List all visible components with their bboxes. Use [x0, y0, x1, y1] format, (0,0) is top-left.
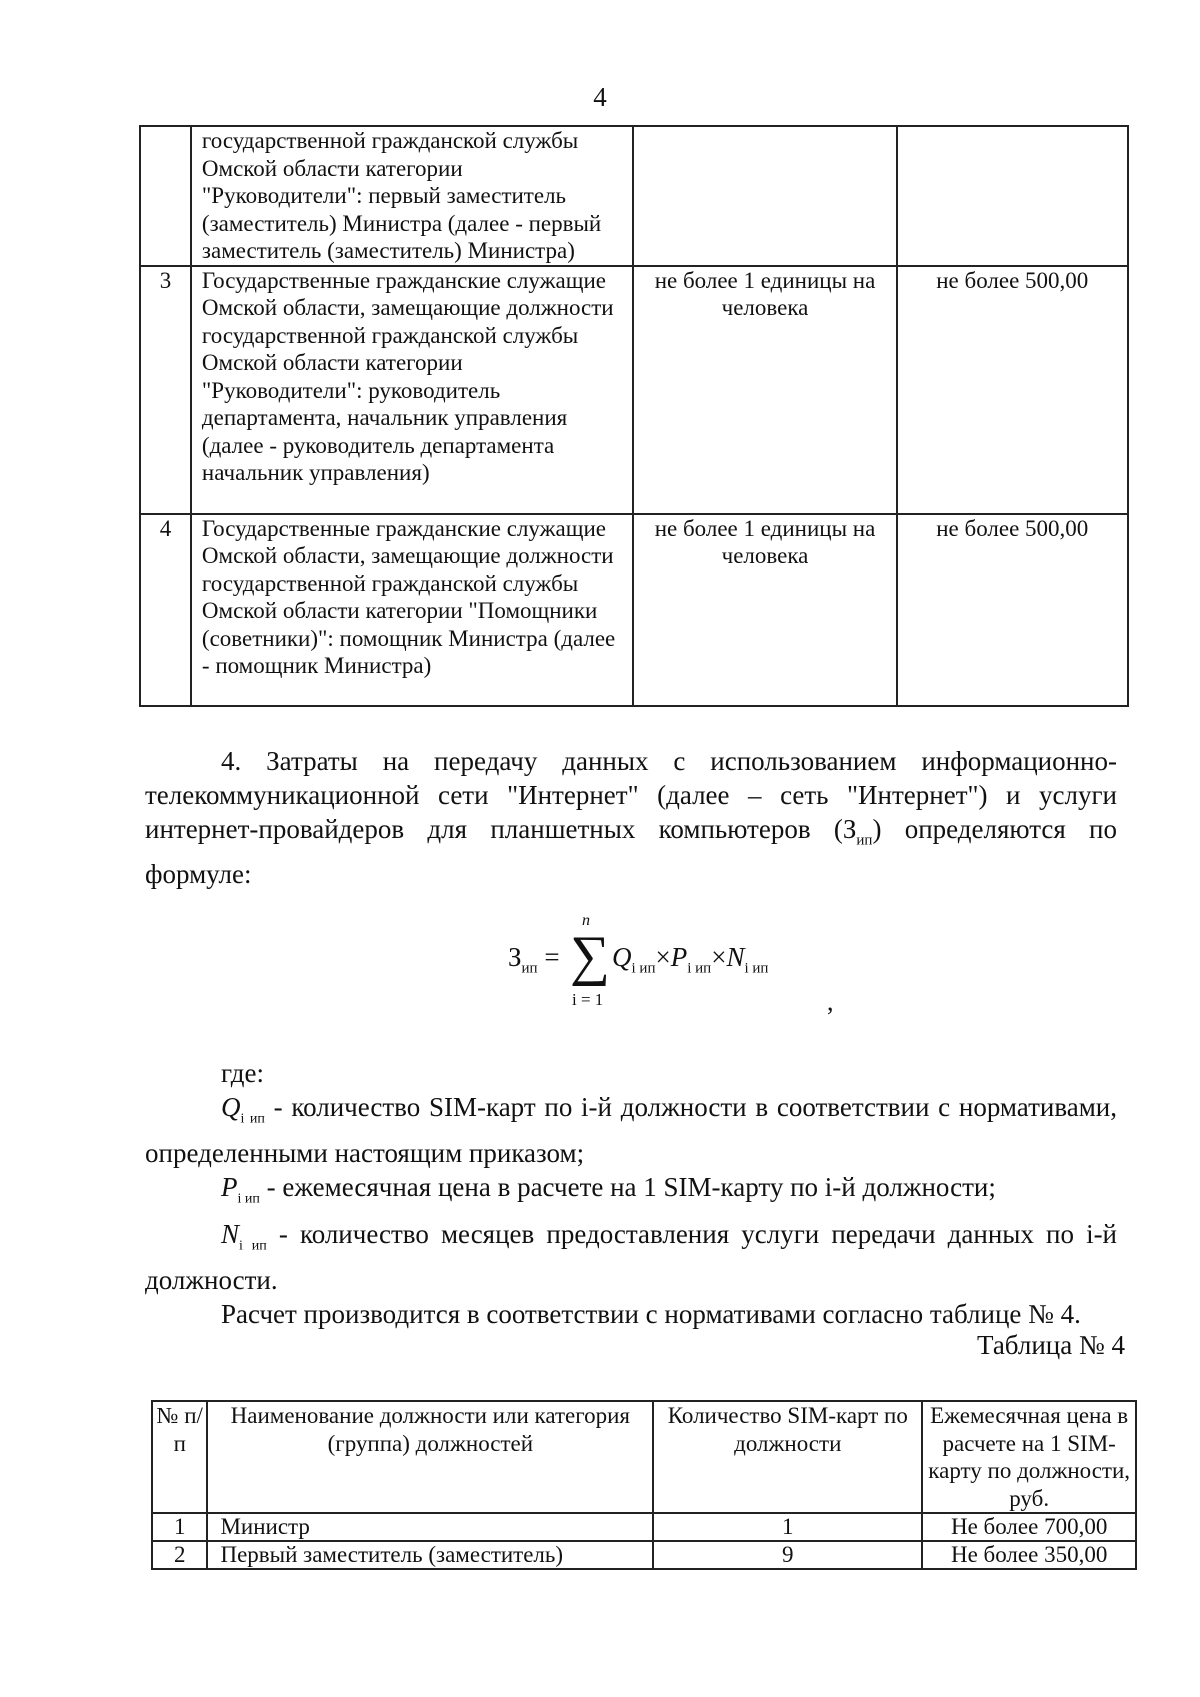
section-4-paragraph: [145, 744, 1117, 891]
row-number: 4: [140, 514, 191, 706]
quantity-norm: [633, 126, 896, 266]
def-p-text: - ежемесячная цена в расчете на 1 SIM-карту по i-й должности;: [259, 1172, 996, 1203]
table-row: [140, 266, 1128, 514]
monthly-price: Не более 350,00: [922, 1541, 1136, 1569]
formula-lhs-sub: ип: [521, 960, 538, 977]
formula-times: ×: [655, 942, 671, 972]
formula-p: P: [670, 942, 688, 972]
price-norm: [897, 126, 1128, 266]
definitions-block: [145, 1056, 1117, 1331]
position-name: Первый заместитель (заместитель): [207, 1541, 653, 1569]
position-name: Государственные гражданские служащие Омской области, замещающие должности государственной гражданской службы Омской области категории "Помощники (советники)": помощник Министра (далее - помощник Министра): [191, 514, 634, 706]
def-q-symbol: Q: [221, 1092, 241, 1122]
position-name: Министр: [207, 1513, 653, 1541]
table-4-caption: Таблица № 4: [977, 1330, 1125, 1360]
row-number: 2: [152, 1541, 207, 1569]
header-number: № п/п: [152, 1401, 207, 1513]
table-row: [152, 1513, 1136, 1541]
formula-expression: [612, 942, 768, 977]
sum-symbol: ∑: [570, 925, 610, 987]
section-4-text: 4. Затраты на передачу данных с использованием информационно-телекоммуникационной сети "Интернет" (далее – сеть "Интернет") и услуги интернет-провайдеров для планшетных компьютеров (З: [145, 746, 1117, 844]
where-label: где:: [221, 1058, 264, 1088]
calc-note: Расчет производится в соответствии с нормативами согласно таблице № 4.: [221, 1299, 1081, 1330]
header-price: Ежемесячная цена в расчете на 1 SIM-карту по должности, руб.: [922, 1401, 1136, 1513]
def-n-text: - количество месяцев предоставления услуги передачи данных по i-й должности.: [145, 1218, 1118, 1296]
row-number: [140, 126, 191, 266]
price-norm: не более 500,00: [897, 514, 1128, 706]
position-name: государственной гражданской службы Омской области категории "Руководители": первый заместитель (заместитель) Министра (далее - первый заместитель (заместитель) Министра): [191, 126, 634, 266]
formula-q: Q: [612, 942, 632, 972]
sum-upper-limit: n: [582, 912, 590, 929]
formula-n: N: [726, 942, 745, 972]
def-q-sub: i ип: [240, 1111, 265, 1127]
table-row: [140, 514, 1128, 706]
formula-q-sub: i ип: [631, 960, 656, 977]
formula-comma: ,: [827, 987, 834, 1016]
position-name: Государственные гражданские служащие Омской области, замещающие должности государственной гражданской службы Омской области категории "Руководители": руководитель департамента, начальник управления (далее - руководитель департамента начальник управления): [191, 266, 634, 514]
def-n-sub: i ип: [239, 1238, 267, 1254]
quantity-norm: не более 1 единицы на человека: [633, 266, 896, 514]
row-number: 1: [152, 1513, 207, 1541]
sum-lower-limit: i = 1: [572, 990, 604, 1009]
formula-n-sub: i ип: [744, 960, 769, 977]
section-4-tail: ) определяются по формуле:: [145, 814, 1117, 890]
def-q-text: - количество SIM-карт по i-й должности в соответствии с нормативами, определенными настоящим приказом;: [145, 1092, 1118, 1169]
header-name: Наименование должности или категория (группа) должностей: [207, 1401, 653, 1513]
formula-lhs: З: [508, 942, 522, 972]
sim-cards-table: [151, 1400, 1137, 1570]
formula-equals: =: [544, 942, 560, 972]
def-p-symbol: P: [221, 1172, 238, 1203]
quantity-norm: не более 1 единицы на человека: [633, 514, 896, 706]
sim-count: 9: [653, 1541, 922, 1569]
page-number: 4: [593, 82, 607, 112]
table-row: [140, 126, 1128, 266]
row-number: 3: [140, 266, 191, 514]
positions-table-continued: [139, 125, 1129, 707]
section-4-sub: ип: [856, 832, 873, 849]
sim-count: 1: [653, 1513, 922, 1541]
table-header-row: [152, 1401, 1136, 1513]
monthly-price: Не более 700,00: [922, 1513, 1136, 1541]
formula-times: ×: [711, 942, 727, 972]
def-p-sub: i ип: [237, 1191, 260, 1207]
def-n-symbol: N: [221, 1218, 240, 1249]
cost-formula: [508, 912, 868, 1012]
formula-p-sub: i ип: [687, 960, 712, 977]
price-norm: не более 500,00: [897, 266, 1128, 514]
header-qty: Количество SIM-карт по должности: [653, 1401, 922, 1513]
table-row: [152, 1541, 1136, 1569]
